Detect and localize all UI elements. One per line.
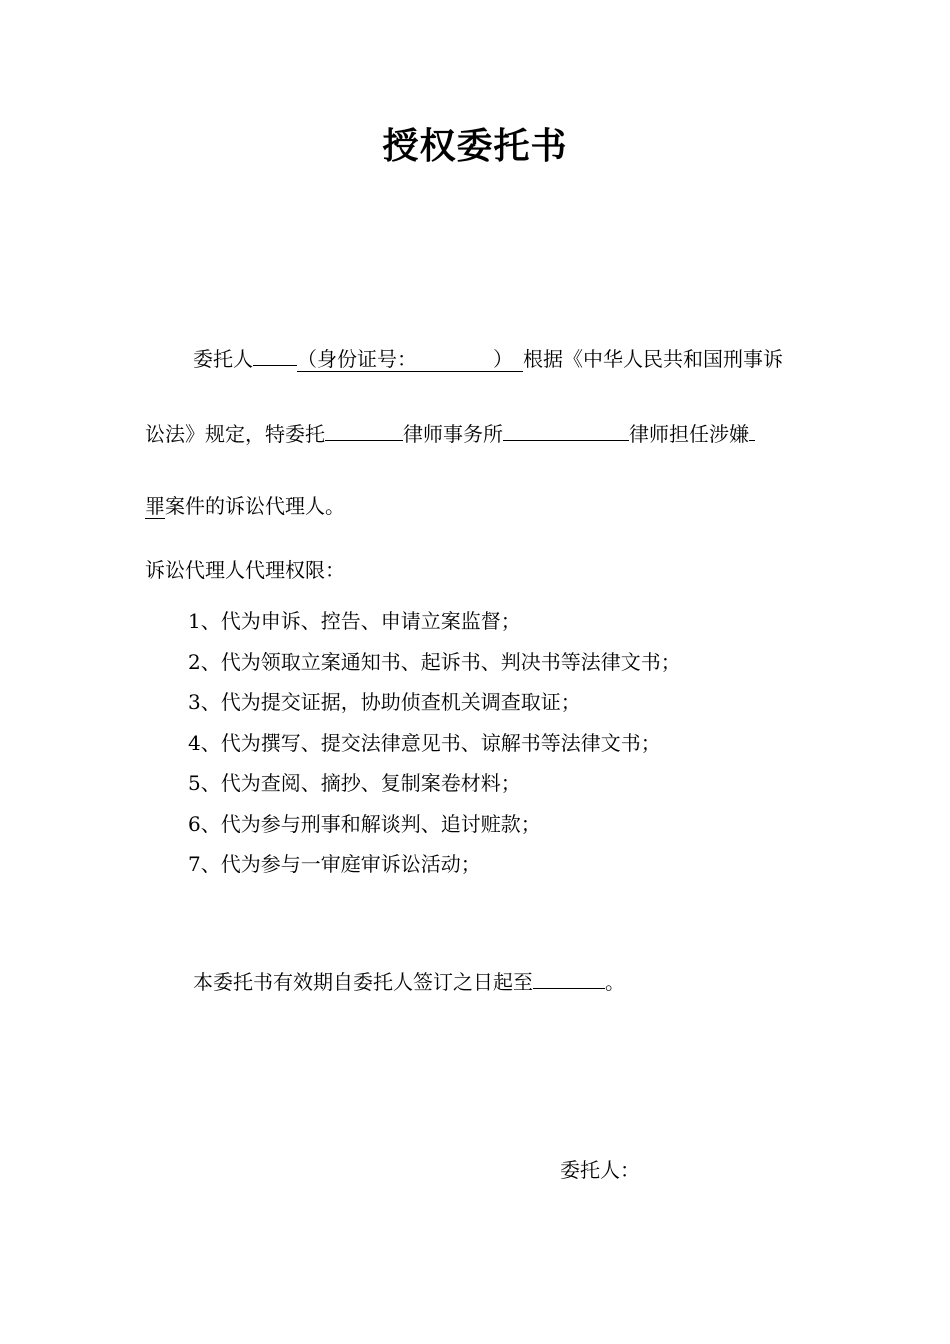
- principal-name-blank[interactable]: [253, 365, 297, 366]
- crime-label: 罪: [145, 494, 165, 518]
- id-number-blank[interactable]: [417, 344, 493, 366]
- power-item: 6、代为参与刑事和解谈判、追讨赃款；: [188, 812, 541, 836]
- lawyer-name-blank[interactable]: [503, 418, 629, 441]
- id-number-label: （身份证号： ）: [297, 344, 523, 372]
- crime-blank-start[interactable]: [749, 418, 755, 441]
- power-item: 5、代为查阅、摘抄、复制案卷材料；: [188, 771, 521, 795]
- power-item: 3、代为提交证据，协助侦查机关调查取证；: [188, 690, 581, 714]
- entrust-text: 讼法》规定，特委托: [145, 422, 325, 446]
- validity-date-blank[interactable]: [533, 966, 605, 989]
- case-agent-text: 案件的诉讼代理人。: [165, 494, 345, 518]
- principal-line: [193, 344, 783, 373]
- power-item: 7、代为参与一审庭审诉讼活动；: [188, 852, 481, 876]
- signature-label: 委托人：: [560, 1158, 640, 1182]
- firm-name-blank[interactable]: [325, 418, 403, 441]
- power-item: 2、代为领取立案通知书、起诉书、判决书等法律文书；: [188, 650, 681, 674]
- case-line: [145, 492, 345, 520]
- document-title: 授权委托书: [382, 126, 568, 167]
- power-item: 4、代为撰写、提交法律意见书、谅解书等法律文书；: [188, 731, 661, 755]
- attorney-line: [145, 418, 755, 448]
- principal-label: 委托人: [193, 347, 253, 371]
- validity-line: [193, 966, 625, 996]
- power-item: 1、代为申诉、控告、申请立案监督；: [188, 609, 521, 633]
- law-firm-label: 律师事务所: [403, 422, 503, 446]
- powers-heading: 诉讼代理人代理权限：: [145, 558, 345, 582]
- suspected-text: 律师担任涉嫌: [629, 422, 749, 446]
- validity-end: 。: [605, 970, 625, 994]
- legal-basis-text: 根据《中华人民共和国刑事诉: [523, 347, 783, 371]
- validity-text: 本委托书有效期自委托人签订之日起至: [193, 970, 533, 994]
